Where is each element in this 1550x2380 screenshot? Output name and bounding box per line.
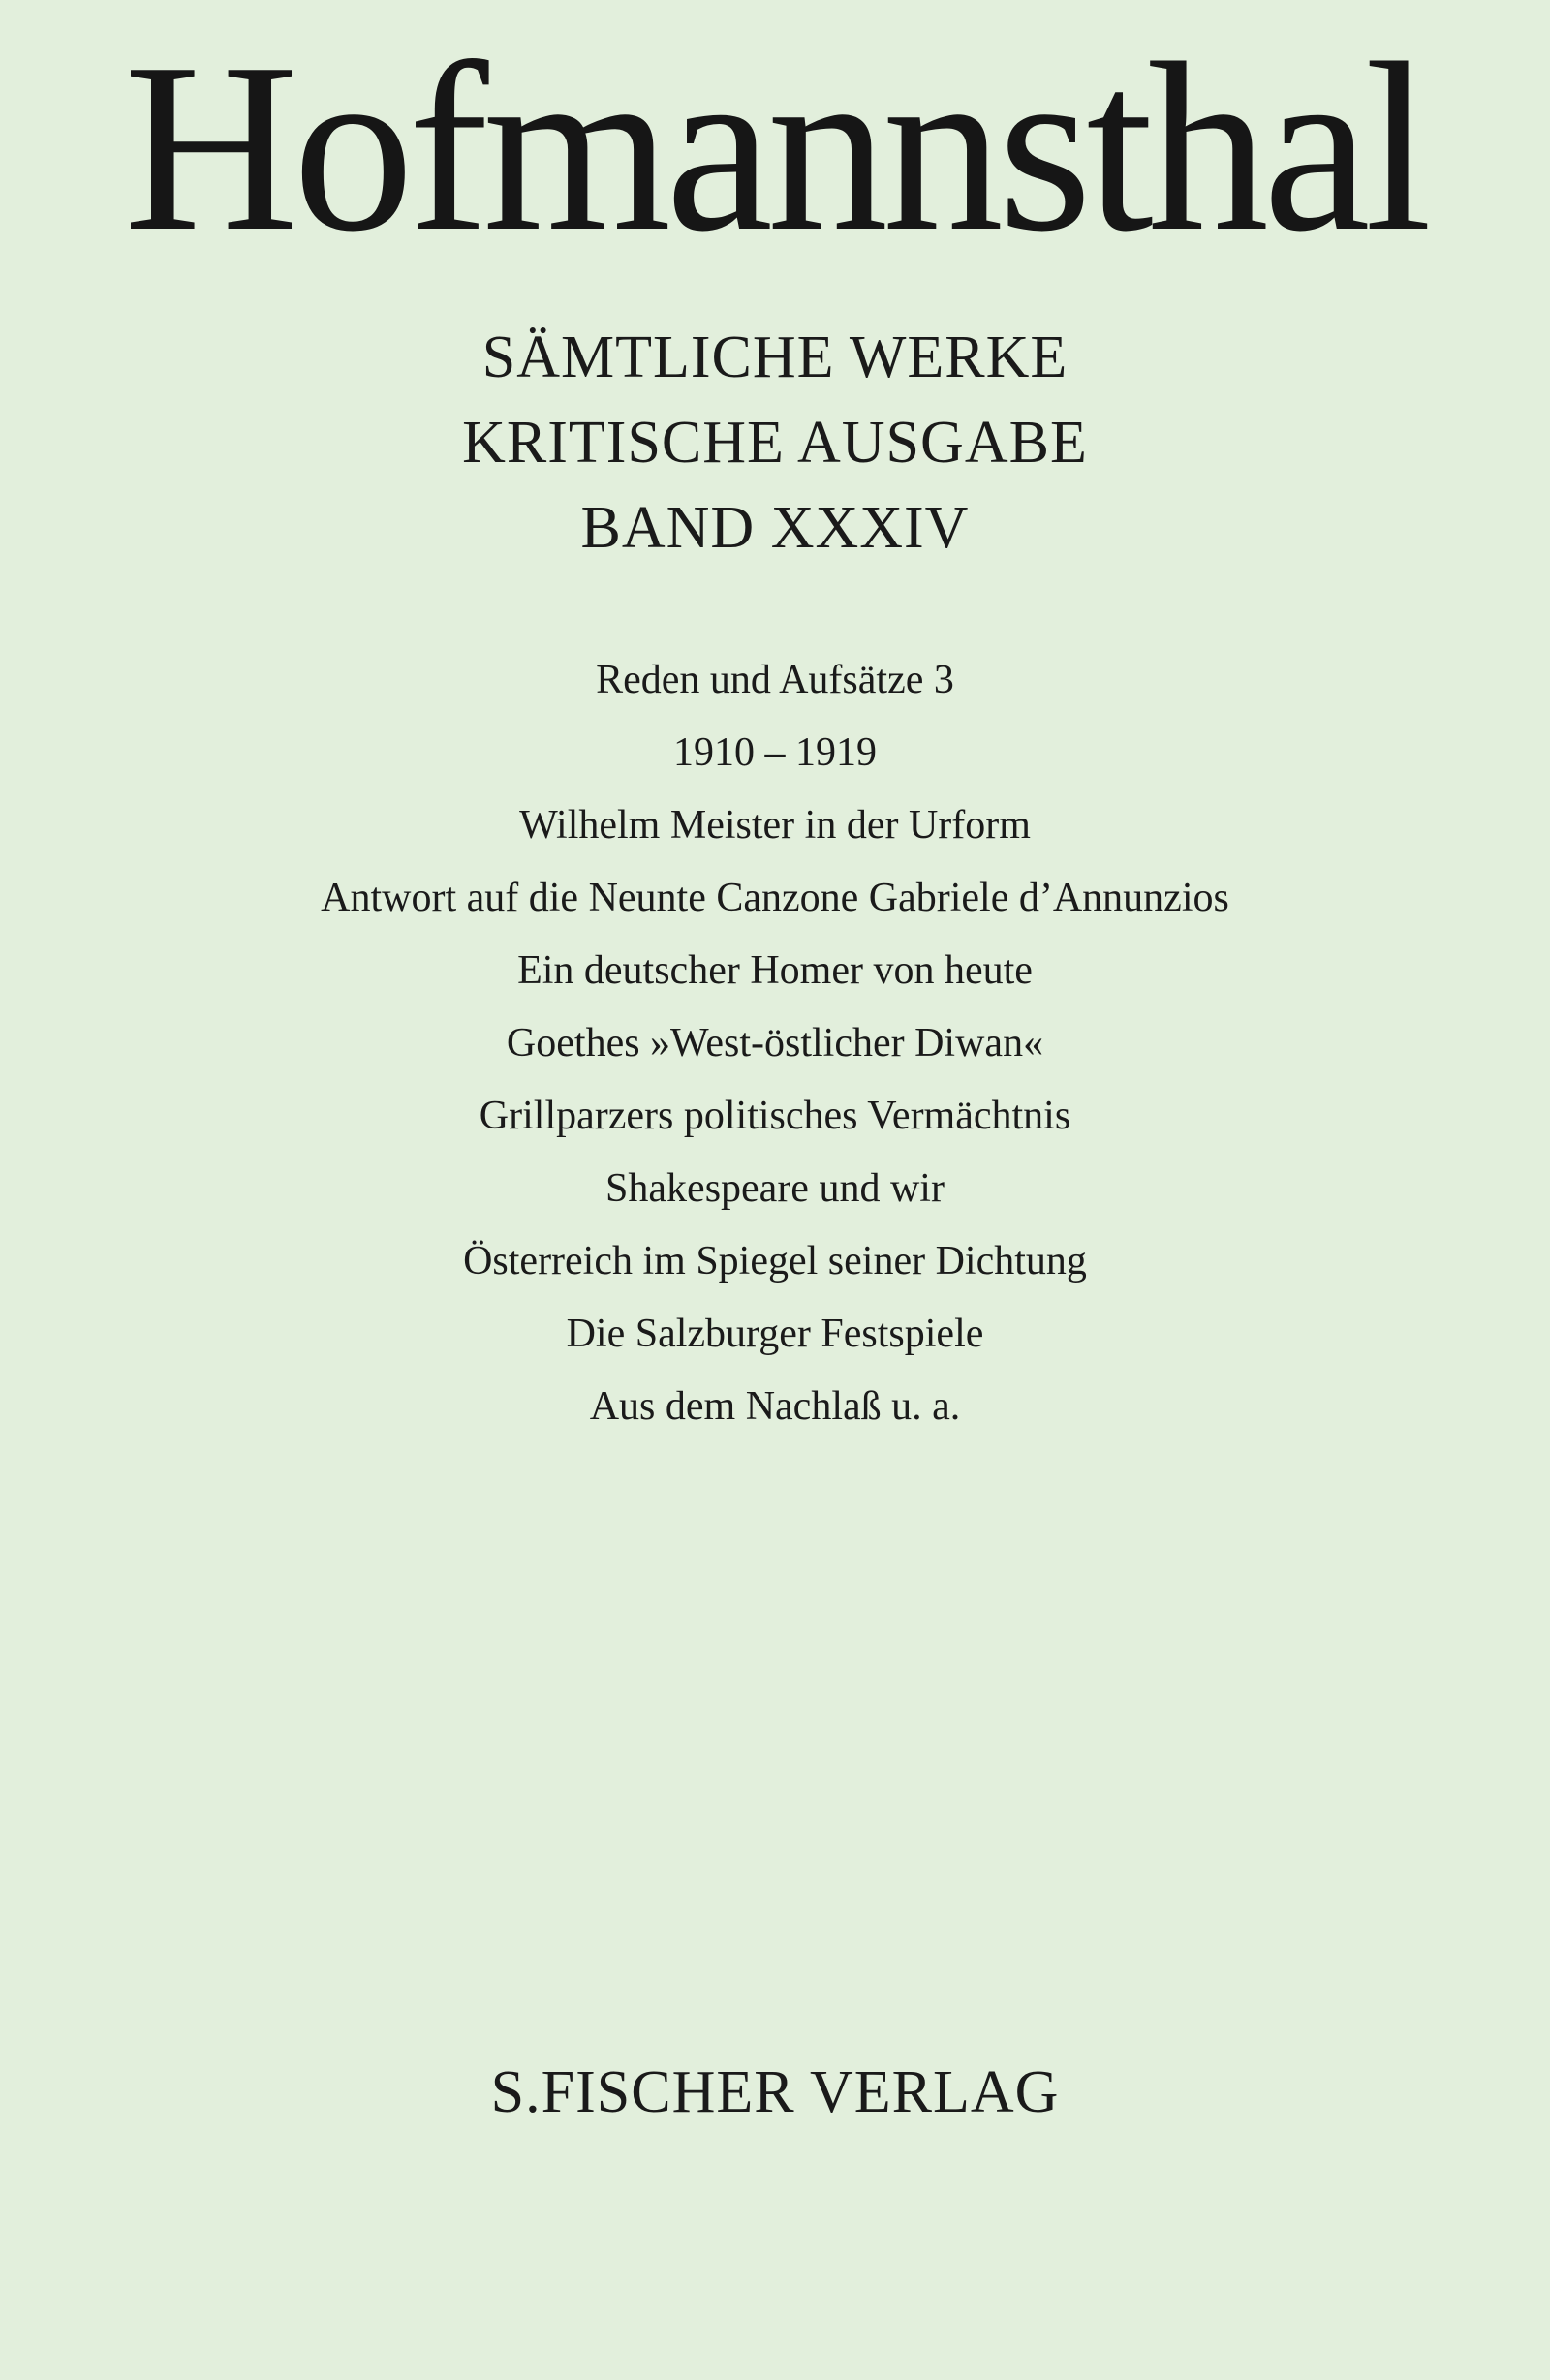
series-title: SÄMTLICHE WERKE: [481, 325, 1069, 390]
contents-item: Österreich im Spiegel seiner Dichtung: [463, 1239, 1087, 1283]
volume-years: 1910 – 1919: [673, 730, 877, 775]
contents-item: Goethes »West-östlicher Diwan«: [506, 1021, 1044, 1066]
contents-list: [0, 644, 1550, 1443]
contents-item: Shakespeare und wir: [605, 1166, 945, 1211]
contents-item: Grillparzers politisches Vermächtnis: [479, 1094, 1071, 1138]
contents-item: Antwort auf die Neunte Canzone Gabriele d’Annunzios: [321, 876, 1229, 920]
contents-item: Ein deutscher Homer von heute: [517, 948, 1033, 993]
contents-item: Aus dem Nachlaß u. a.: [589, 1384, 961, 1429]
edition-title: KRITISCHE AUSGABE: [462, 410, 1088, 476]
contents-item: Wilhelm Meister in der Urform: [519, 803, 1031, 848]
volume-number: BAND XXXIV: [580, 495, 970, 561]
author-name: Hofmannsthal: [123, 14, 1427, 282]
contents-item: Die Salzburger Festspiele: [566, 1312, 984, 1356]
publisher-name: S.FISCHER VERLAG: [490, 2059, 1060, 2125]
volume-subtitle: Reden und Aufsätze 3: [596, 658, 954, 702]
series-heading: [0, 315, 1550, 571]
